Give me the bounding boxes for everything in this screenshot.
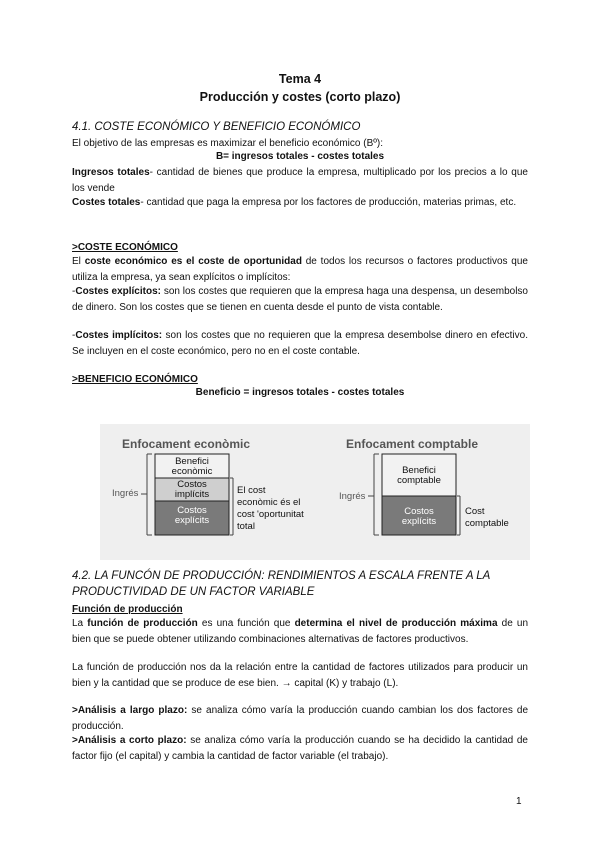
right-title: Enfocament comptable	[346, 437, 479, 451]
left-box-benefici-label	[172, 456, 213, 477]
ingresos-term: Ingresos totales	[72, 167, 150, 178]
right-cost-label	[465, 506, 509, 529]
ingresos-paragraph	[72, 165, 528, 196]
ingresos-def: - cantidad de bienes que produce la empresa, multiplicado por los precios a lo que los vende	[72, 167, 528, 194]
corto-plazo-term: >Análisis a corto plazo:	[72, 735, 187, 746]
left-box-explicits-label	[175, 505, 210, 526]
funcion-produccion-p1	[72, 616, 528, 647]
largo-plazo-def: se analiza cómo varía la producción cuando cambian los dos factores de producción.	[72, 705, 529, 732]
lc-l3: cost 'oportunitat	[237, 509, 304, 520]
p1-prefix: El	[72, 256, 85, 267]
left-ingres-label: Ingrés	[112, 488, 139, 499]
doc-title-line2: Producción y costes (corto plazo)	[199, 90, 401, 104]
coste-economico-heading: >COSTE ECONÓMICO	[72, 242, 178, 253]
right-box-explicits-label	[402, 506, 437, 527]
funcion-produccion-bold: función de producción	[87, 618, 198, 629]
lb1-l2: econòmic	[171, 466, 213, 477]
corto-plazo-def: se analiza cómo varía la producción cuando se ha decidido la cantidad de factor fijo (el capital) y cambia la cantidad de factor variable (el trabajo).	[72, 735, 528, 762]
costes-implicitos-term: Costes implícitos:	[75, 330, 163, 341]
rc-l1: Cost	[465, 506, 485, 517]
section1-formula: B= ingresos totales - costes totales	[215, 151, 385, 162]
page-number: 1	[516, 796, 522, 807]
coste-economico-p1	[72, 254, 528, 285]
left-title: Enfocament econòmic	[122, 437, 251, 451]
beneficio-economico-heading: >BENEFICIO ECONÓMICO	[72, 374, 198, 385]
rb2-l2: explícits	[401, 516, 437, 527]
right-box-benefici-label	[397, 465, 441, 486]
rb2-l1: Costos	[404, 506, 434, 517]
lb3-l1: Costos	[177, 505, 207, 516]
cost-approach-figure	[100, 424, 530, 560]
costes-def: - cantidad que paga la empresa por los factores de producción, materias primas, etc.	[140, 197, 517, 208]
s2p1-c: es una función que	[197, 618, 295, 629]
costes-paragraph	[72, 195, 528, 211]
rb1-l1: Benefici	[402, 465, 436, 476]
lb2-l1: Costos	[177, 479, 207, 490]
p3-dash: -	[72, 330, 76, 341]
cost-approach-diagram	[100, 424, 530, 560]
coste-economico-p2	[72, 284, 528, 315]
costes-explicitos-def: son los costes que requieren que la empresa haga una despensa, un desembolso de dinero. Son los costes que se tienen en cuenta desde el punto de vista contable.	[72, 286, 528, 313]
rb1-l2: comptable	[397, 475, 441, 486]
section1-heading: 4.1. COSTE ECONÓMICO Y BENEFICIO ECONÓMICO	[72, 121, 361, 133]
left-box-implicits-label	[175, 479, 210, 500]
p1-rest: de todos los recursos o factores productivos que utiliza la empresa, ya sean explícitos o implícitos:	[72, 256, 528, 283]
lc-l2: econòmic és el	[237, 497, 301, 508]
funcion-produccion-p2: La función de producción nos da la relación entre la cantidad de factores utilizados para producir un bien y la cantidad que se produce de ese bien. → capital (K) y trabajo (L).	[72, 662, 528, 689]
lb1-l1: Benefici	[175, 456, 209, 467]
costes-implicitos-def: son los costes que no requieren que la empresa desembolse dinero en efectivo. Se incluyen en el coste económico, pero no en el coste contable.	[72, 330, 528, 357]
lb2-l2: implícits	[174, 489, 210, 500]
p2-dash: -	[72, 286, 76, 297]
largo-plazo-paragraph	[72, 703, 528, 734]
corto-plazo-paragraph	[72, 733, 528, 764]
doc-title-line1: Tema 4	[278, 72, 322, 86]
lc-l4: total	[237, 521, 255, 532]
s2p1-e: de un bien que se puede obtener utilizando combinaciones alternativas de factores productivos.	[72, 618, 529, 645]
coste-oportunidad-bold: coste económico es el coste de oportunidad	[84, 256, 302, 267]
nivel-produccion-bold: determina el nivel de producción máxima	[294, 618, 498, 629]
lb3-l2: explícits	[174, 515, 210, 526]
costes-explicitos-term: Costes explícitos:	[75, 286, 161, 297]
rc-l2: comptable	[465, 518, 509, 529]
coste-economico-p3	[72, 328, 528, 359]
section1-intro: El objetivo de las empresas es maximizar el beneficio económico (Bº):	[72, 138, 384, 149]
right-ingres-label: Ingrés	[339, 491, 366, 502]
largo-plazo-term: >Análisis a largo plazo:	[72, 705, 188, 716]
funcion-produccion-heading: Función de producción	[72, 604, 183, 615]
lc-l1: El cost	[237, 485, 266, 496]
section2-heading-line2: PRODUCTIVIDAD DE UN FACTOR VARIABLE	[72, 586, 315, 598]
costes-term: Costes totales	[72, 197, 141, 208]
section2-heading-line1: 4.2. LA FUNCÓN DE PRODUCCIÓN: RENDIMIENTOS A ESCALA FRENTE A LA	[72, 570, 491, 582]
left-cost-label	[237, 485, 304, 532]
s2p1-a: La	[72, 618, 88, 629]
beneficio-formula: Beneficio = ingresos totales - costes totales	[195, 387, 405, 398]
